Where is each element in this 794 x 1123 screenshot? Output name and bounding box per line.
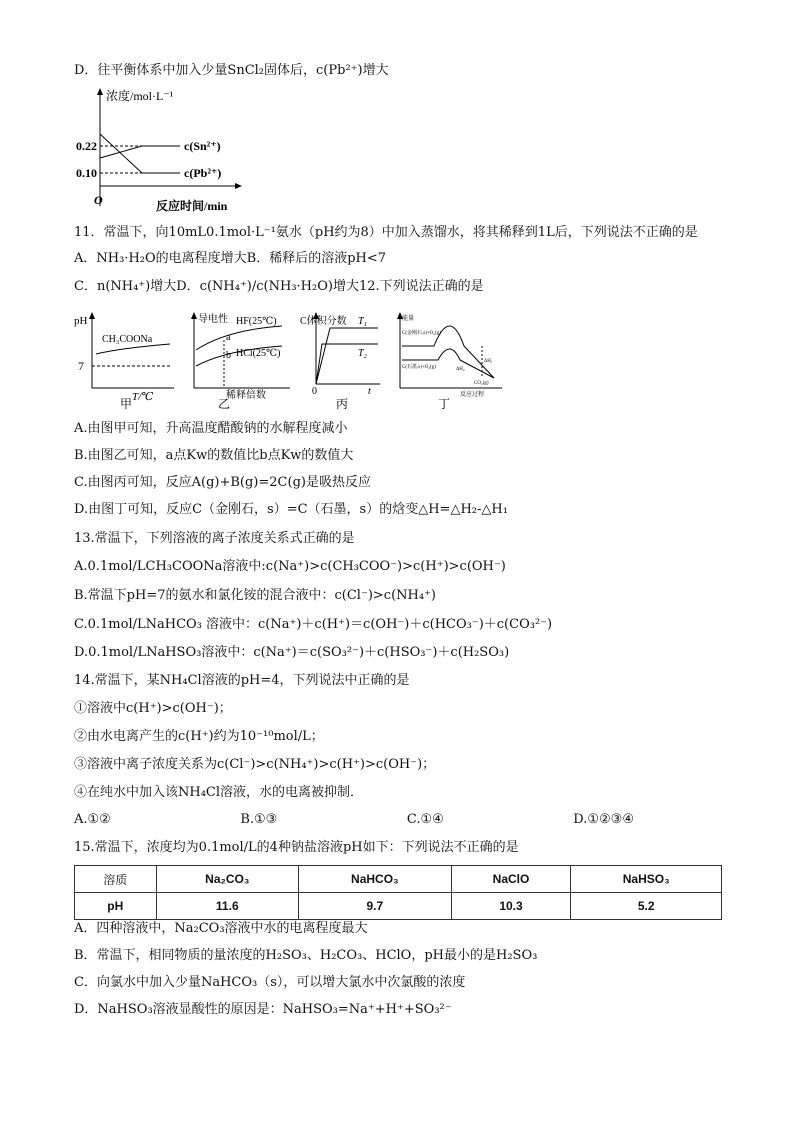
q15-option-c: C．向氯水中加入少量NaHCO₃（s），可以增大氯水中次氯酸的浓度 <box>74 975 466 990</box>
yi-series-hcl: HCl(25℃) <box>236 348 281 359</box>
ding-top-label: C(金刚石,s)+O₂(g) <box>402 331 441 336</box>
q12-option-d: D.由图丁可知，反应C（金刚石，s）=C（石墨，s）的焓变△H=△H₂-△H₁ <box>74 502 508 517</box>
jia-ylabel: pH <box>74 315 88 327</box>
q15-ph-table <box>74 865 722 920</box>
q14-statement-4: ④在纯水中加入该NH₄Cl溶液，水的电离被抑制． <box>74 785 364 800</box>
ding-dh2: ΔH₂ <box>456 367 465 372</box>
ding-ylabel: 能量 <box>402 316 415 322</box>
q15-option-b: B．常温下，相同物质的量浓度的H₂SO₃、H₂CO₃、HClO，pH最小的是H₂SO₃ <box>74 948 538 963</box>
q10-option-d: D．往平衡体系中加入少量SnCl₂固体后，c(Pb²⁺)增大 <box>74 63 389 78</box>
q10-tick-high: 0.22 <box>76 139 97 153</box>
q12-option-b: B.由图乙可知，a点Kw的数值比b点Kw的数值大 <box>74 448 354 463</box>
q14-statement-1: ①溶液中c(H⁺)>c(OH⁻)； <box>74 701 232 716</box>
q12-graph-jia <box>72 310 180 410</box>
q14-option-d: D.①②③④ <box>573 812 634 827</box>
q14-statement-2: ②由水电离产生的c(H⁺)约为10⁻¹⁰mol/L； <box>74 729 324 744</box>
table-cell: 5.2 <box>571 893 722 920</box>
q12-option-c: C.由图丙可知，反应A(g)+B(g)=2C(g)是吸热反应 <box>74 475 371 490</box>
jia-caption: 甲 <box>120 397 133 410</box>
q10-series-pb: c(Pb²⁺) <box>184 166 222 180</box>
q10-origin: O <box>94 193 103 207</box>
q14-statement-3: ③溶液中离子浓度关系为c(Cl⁻)>c(NH₄⁺)>c(H⁺)>c(OH⁻)； <box>74 757 436 772</box>
q14-options <box>74 812 634 827</box>
q12-graph-yi <box>186 310 296 410</box>
yi-ylabel: 导电性 <box>198 314 228 325</box>
yi-xlabel: 稀释倍数 <box>226 390 266 401</box>
table-header-row <box>75 866 722 893</box>
yi-caption: 乙 <box>218 397 231 410</box>
q10-xlabel: 反应时间/min <box>156 199 228 213</box>
table-cell: 11.6 <box>156 893 299 920</box>
jia-xlabel: T/℃ <box>132 391 154 403</box>
table-cell: pH <box>75 893 157 920</box>
ding-mid-label: C(石墨,s)+O₂(g) <box>402 365 436 370</box>
bing-ylabel: C体积分数 <box>300 316 347 327</box>
q15-stem: 15.常温下，浓度均为0.1mol/L的4种钠盐溶液pH如下：下列说法不正确的是 <box>74 840 519 855</box>
ding-dh1: ΔH₁ <box>484 359 493 364</box>
q13-option-a: A.0.1mol/LCH₃COONa溶液中:c(Na⁺)>c(CH₃COO⁻)>c(H⁺)>c(OH⁻) <box>74 559 506 574</box>
q11-stem: 11．常温下，向10mL0.1mol·L⁻¹氨水（pH约为8）中加入蒸馏水，将其稀释到1L后，下列说法不正确的是 <box>74 225 698 240</box>
q10-sn-curve <box>100 146 180 158</box>
bing-t2: T₂ <box>358 348 368 359</box>
yi-point-a: a <box>226 332 231 343</box>
yi-point-b: b <box>226 350 231 361</box>
q10-pb-curve <box>100 134 180 173</box>
jia-series: CH₃COONa <box>102 334 153 345</box>
table-header-cell: NaHSO₃ <box>571 866 722 893</box>
q12-option-a: A.由图甲可知，升高温度醋酸钠的水解程度减小 <box>74 421 348 436</box>
table-header-cell: Na₂CO₃ <box>156 866 299 893</box>
q11-options-ab: A．NH₃·H₂O的电离程度增大B．稀释后的溶液pH<7 <box>74 251 387 266</box>
jia-tick: 7 <box>78 359 84 373</box>
bing-t1: T₁ <box>358 316 368 327</box>
table-cell: 9.7 <box>299 893 452 920</box>
q10-concentration-graph <box>70 86 250 214</box>
q10-series-sn: c(Sn²⁺) <box>184 139 221 153</box>
table-row <box>75 893 722 920</box>
bing-origin: 0 <box>312 386 317 397</box>
q14-option-a: A.①② <box>74 812 111 827</box>
bing-caption: 丙 <box>336 397 349 410</box>
table-header-cell: NaClO <box>451 866 571 893</box>
ding-caption: 丁 <box>438 397 451 410</box>
q11-options-cd-q12-stem: C．n(NH₄⁺)增大D．c(NH₄⁺)/c(NH₃·H₂O)增大12.下列说法正确的是 <box>74 279 484 294</box>
table-cell: 10.3 <box>451 893 571 920</box>
q13-option-c: C.0.1mol/LNaHCO₃ 溶液中：c(Na⁺)＋c(H⁺)＝c(OH⁻)＋c(HCO₃⁻)＋c(CO₃²⁻) <box>74 617 553 632</box>
table-header-cell: 溶质 <box>75 866 157 893</box>
q13-option-b: B.常温下pH=7的氨水和氯化铵的混合液中：c(Cl⁻)>c(NH₄⁺) <box>74 588 437 603</box>
ding-xlabel: 反应过程 <box>460 392 485 398</box>
table-header-cell: NaHCO₃ <box>299 866 452 893</box>
q10-ylabel: 浓度/mol·L⁻¹ <box>106 89 174 103</box>
q13-stem: 13.常温下，下列溶液的离子浓度关系式正确的是 <box>74 531 355 546</box>
q10-tick-low: 0.10 <box>76 166 97 180</box>
q15-option-a: A．四种溶液中，Na₂CO₃溶液中水的电离程度最大 <box>74 921 368 936</box>
q15-option-d: D．NaHSO₃溶液显酸性的原因是：NaHSO₃=Na⁺+H⁺+SO₃²⁻ <box>74 1002 452 1017</box>
yi-series-hf: HF(25℃) <box>236 316 277 327</box>
q14-option-c: C.①④ <box>406 812 444 827</box>
q14-stem: 14.常温下，某NH₄Cl溶液的pH=4，下列说法中正确的是 <box>74 673 410 688</box>
q12-graph-ding <box>394 310 508 410</box>
bing-xlabel: t <box>368 386 371 397</box>
ding-bottom-label: CO₂(g) <box>474 381 489 386</box>
q14-option-b: B.①③ <box>240 812 278 827</box>
q12-graph-bing <box>298 310 386 410</box>
q13-option-d: D.0.1mol/LNaHSO₃溶液中：c(Na⁺)＝c(SO₃²⁻)＋c(HSO₃⁻)＋c(H₂SO₃) <box>74 645 510 660</box>
